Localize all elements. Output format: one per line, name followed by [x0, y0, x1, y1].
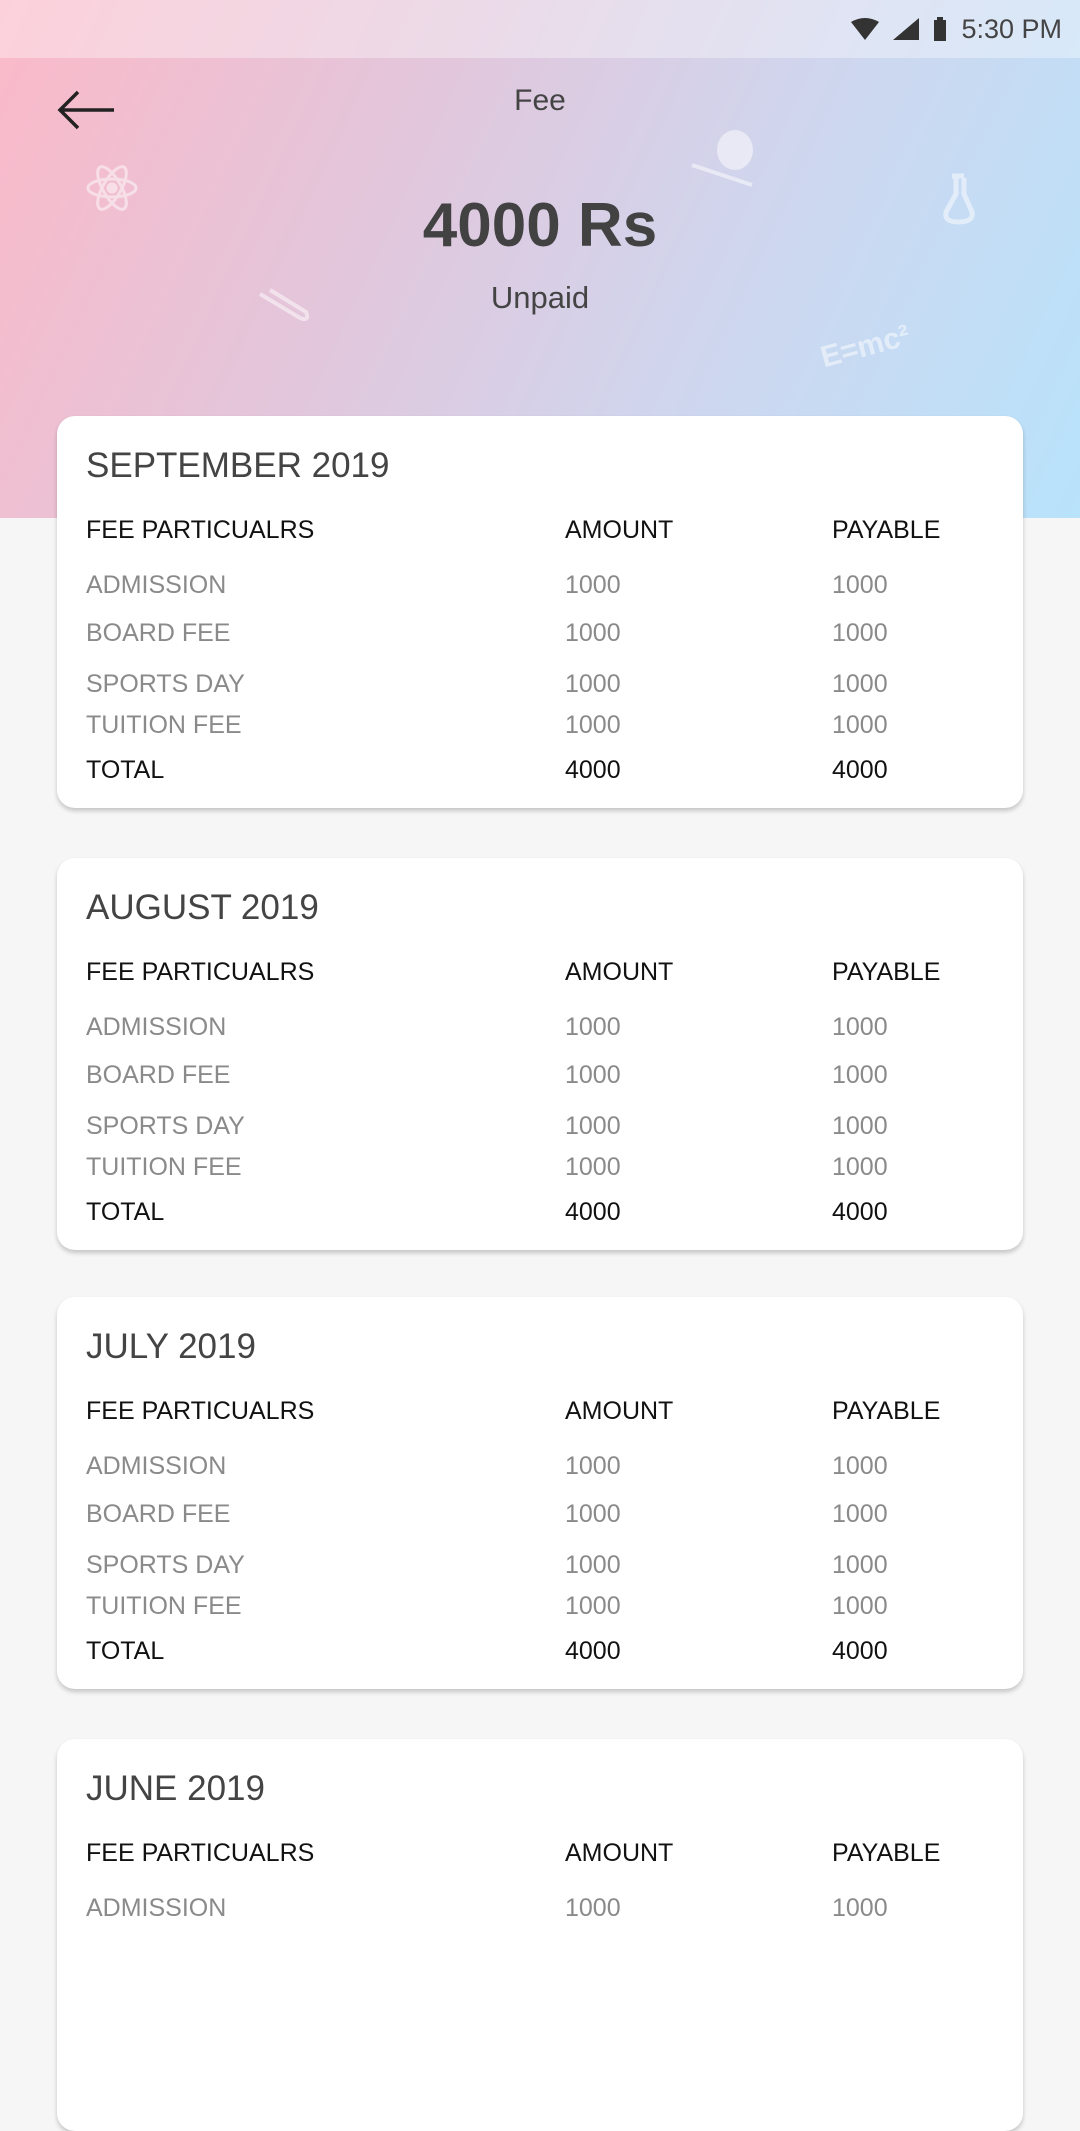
- fee-particular: TOTAL: [86, 1637, 165, 1665]
- fee-particular: ADMISSION: [86, 1013, 227, 1041]
- fee-amount: 1000: [565, 571, 621, 599]
- fee-payable: 1000: [832, 1153, 888, 1181]
- fee-particular: SPORTS DAY: [86, 670, 245, 698]
- battery-icon: [933, 17, 947, 41]
- fee-amount: 1000: [565, 1500, 621, 1528]
- fee-payable: 4000: [832, 1198, 888, 1226]
- formula-decoration: E=mc²: [817, 318, 914, 375]
- column-header: AMOUNT: [565, 516, 674, 544]
- fee-particular: ADMISSION: [86, 571, 227, 599]
- fee-payable: 1000: [832, 1500, 888, 1528]
- fee-amount: 4000: [565, 756, 621, 784]
- fee-payable: 1000: [832, 1452, 888, 1480]
- fee-amount: 1000: [565, 1592, 621, 1620]
- fee-amount: 4000: [565, 1198, 621, 1226]
- fee-payable: 1000: [832, 571, 888, 599]
- fee-amount: 1000: [565, 711, 621, 739]
- fee-particular: TUITION FEE: [86, 711, 242, 739]
- fee-month-card: [57, 858, 1023, 1250]
- column-header: FEE PARTICUALRS: [86, 516, 315, 544]
- fee-particular: ADMISSION: [86, 1894, 227, 1922]
- fee-amount: 1000: [565, 1112, 621, 1140]
- fee-particular: TOTAL: [86, 756, 165, 784]
- fee-particular: TUITION FEE: [86, 1153, 242, 1181]
- fee-particular: BOARD FEE: [86, 619, 231, 647]
- status-bar: [0, 0, 1080, 58]
- fee-amount: 1000: [565, 1013, 621, 1041]
- fee-month-card: [57, 1297, 1023, 1689]
- signal-icon: [893, 18, 919, 40]
- fee-payable: 1000: [832, 711, 888, 739]
- fee-amount: 4000: [565, 1637, 621, 1665]
- fee-particular: SPORTS DAY: [86, 1551, 245, 1579]
- fee-payable: 1000: [832, 1894, 888, 1922]
- fee-particular: TOTAL: [86, 1198, 165, 1226]
- wifi-icon: [851, 18, 879, 40]
- fee-month-card: [57, 1739, 1023, 2131]
- fee-payable: 1000: [832, 1592, 888, 1620]
- fee-amount: 1000: [565, 619, 621, 647]
- column-header: AMOUNT: [565, 958, 674, 986]
- fee-payable: 1000: [832, 670, 888, 698]
- month-title: SEPTEMBER 2019: [86, 446, 390, 485]
- fee-payable: 4000: [832, 756, 888, 784]
- fee-particular: ADMISSION: [86, 1452, 227, 1480]
- column-header: PAYABLE: [832, 1839, 941, 1867]
- fee-particular: BOARD FEE: [86, 1061, 231, 1089]
- payment-status: Unpaid: [490, 280, 590, 315]
- column-header: PAYABLE: [832, 516, 941, 544]
- fee-amount: 4000 Rs: [422, 191, 658, 260]
- column-header: PAYABLE: [832, 1397, 941, 1425]
- fee-particular: SPORTS DAY: [86, 1112, 245, 1140]
- column-header: AMOUNT: [565, 1397, 674, 1425]
- column-header: FEE PARTICUALRS: [86, 1839, 315, 1867]
- palette-icon: [690, 125, 760, 190]
- fee-payable: 1000: [832, 1551, 888, 1579]
- fee-payable: 1000: [832, 1013, 888, 1041]
- column-header: FEE PARTICUALRS: [86, 1397, 315, 1425]
- column-header: AMOUNT: [565, 1839, 674, 1867]
- fee-particular: BOARD FEE: [86, 1500, 231, 1528]
- fee-amount: 1000: [565, 1153, 621, 1181]
- fee-amount: 1000: [565, 1894, 621, 1922]
- month-title: AUGUST 2019: [86, 888, 319, 927]
- fee-particular: TUITION FEE: [86, 1592, 242, 1620]
- page-title: Fee: [514, 84, 566, 117]
- fee-amount: 1000: [565, 1551, 621, 1579]
- fee-payable: 1000: [832, 1112, 888, 1140]
- fee-amount: 1000: [565, 1061, 621, 1089]
- fee-amount: 1000: [565, 1452, 621, 1480]
- column-header: PAYABLE: [832, 958, 941, 986]
- month-title: JUNE 2019: [86, 1769, 265, 1808]
- month-title: JULY 2019: [86, 1327, 256, 1366]
- fee-payable: 1000: [832, 1061, 888, 1089]
- fee-month-card: [57, 416, 1023, 808]
- fee-payable: 4000: [832, 1637, 888, 1665]
- column-header: FEE PARTICUALRS: [86, 958, 315, 986]
- fee-amount: 1000: [565, 670, 621, 698]
- status-time: 5:30 PM: [961, 13, 1062, 44]
- fee-payable: 1000: [832, 619, 888, 647]
